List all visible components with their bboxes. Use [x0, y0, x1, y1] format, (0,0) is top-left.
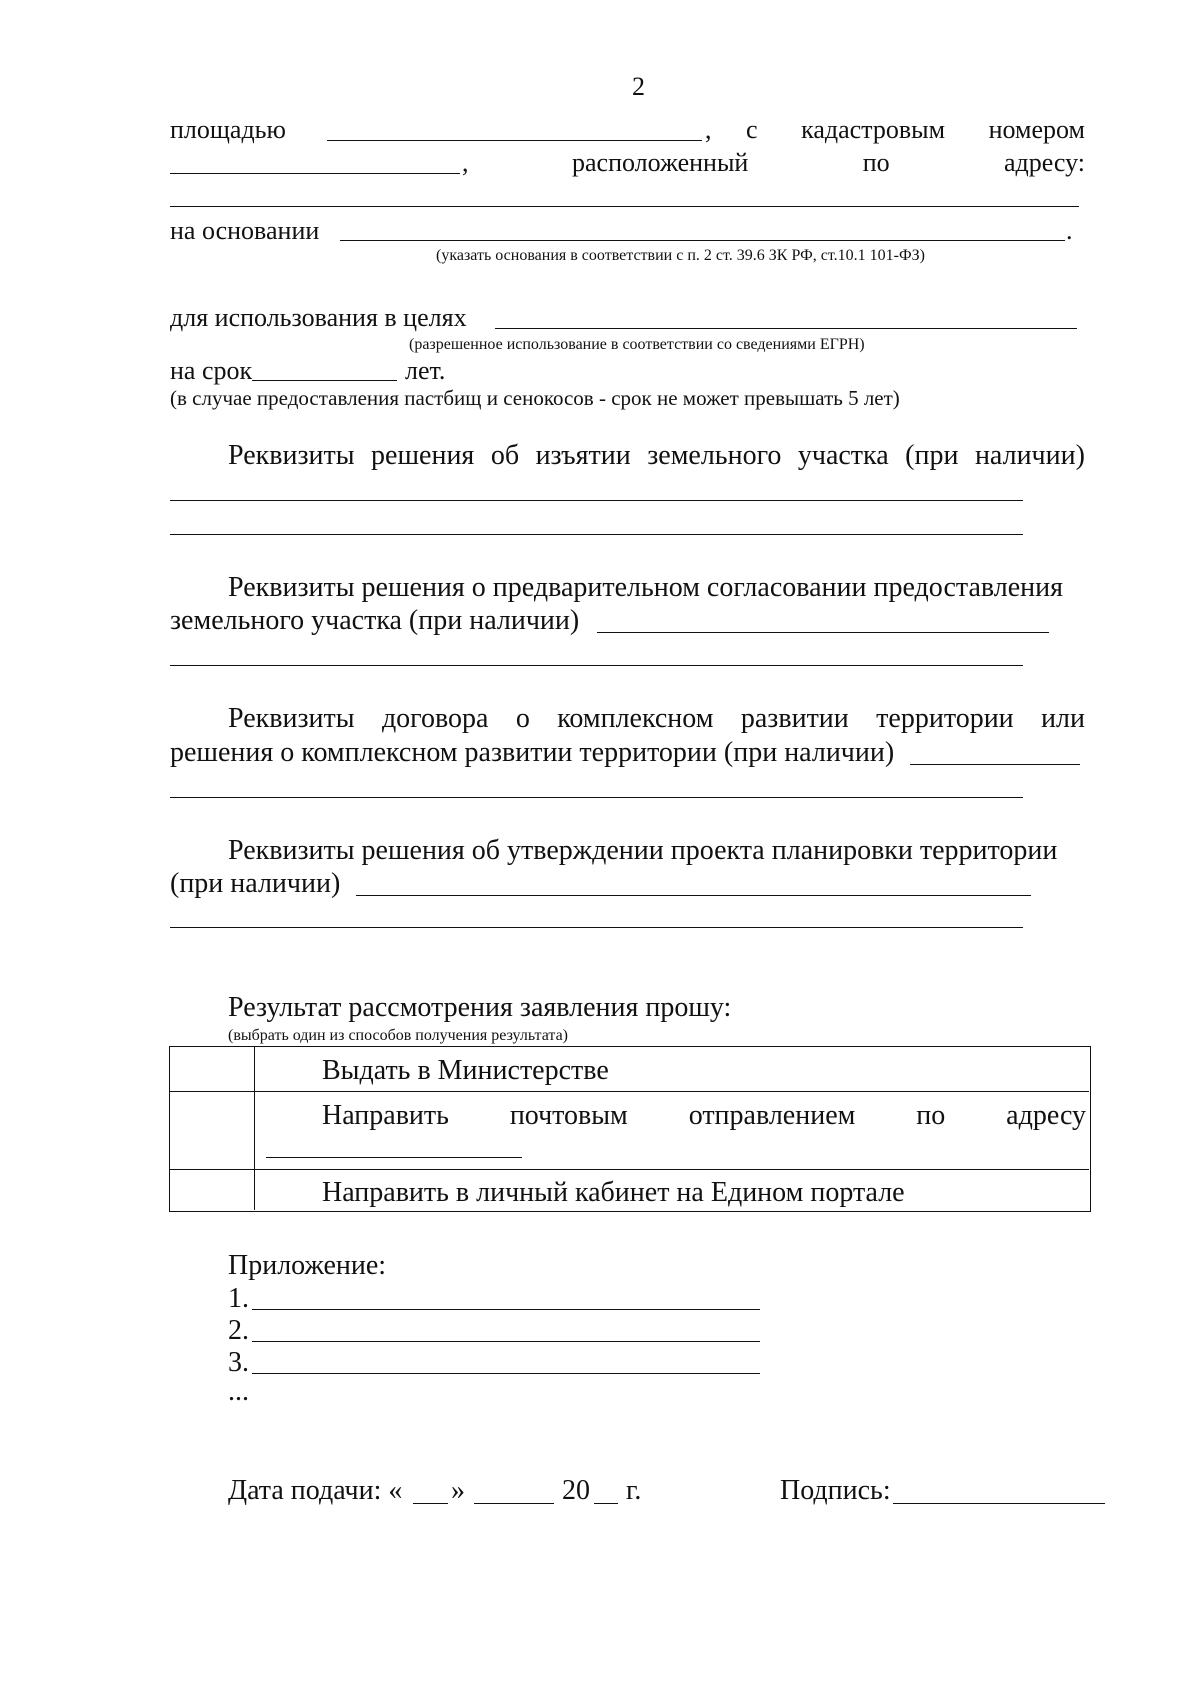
result-title: Результат рассмотрения заявления прошу: — [228, 992, 732, 1023]
date-day-blank[interactable] — [413, 1503, 448, 1504]
result-option-3-checkbox[interactable] — [170, 1171, 254, 1210]
complex-word-2: договора — [381, 703, 489, 734]
date-year-prefix: 20 — [562, 1475, 590, 1506]
basis-label: на основании — [170, 216, 320, 245]
seizure-heading — [228, 440, 1085, 472]
area-blank[interactable] — [327, 140, 702, 141]
complex-word-7: или — [1041, 703, 1085, 734]
address-words — [572, 148, 1085, 178]
result-option-2-label — [322, 1100, 1086, 1132]
seizure-word-4: изъятии — [535, 440, 631, 471]
basis-note: (указать основания в соответствии с п. 2 ст. 39.6 ЗК РФ, ст.10.1 101-ФЗ) — [436, 247, 925, 264]
date-month-blank[interactable] — [474, 1503, 554, 1504]
result-option-1-checkbox[interactable] — [170, 1047, 254, 1091]
complex-word-3: о — [515, 703, 530, 734]
term-blank[interactable] — [252, 380, 397, 381]
complex-blank-2[interactable] — [170, 797, 1023, 798]
area-comma: , — [705, 115, 712, 144]
basis-blank[interactable] — [340, 240, 1065, 241]
seizure-word-7: (при — [905, 440, 959, 471]
planning-heading: Реквизиты решения об утверждении проекта планировки территории — [228, 835, 1058, 866]
preliminary-heading-cont: земельного участка (при наличии) — [170, 605, 580, 636]
signature-blank[interactable] — [893, 1503, 1105, 1504]
preliminary-blank-1[interactable] — [597, 632, 1049, 633]
result-option-3-label: Направить в личный кабинет на Едином портале — [322, 1177, 905, 1208]
complex-heading-cont: решения о комплексном развитии территории (при наличии) — [170, 737, 895, 768]
mail-word-5: адресу — [1006, 1100, 1086, 1131]
complex-blank-1[interactable] — [910, 764, 1080, 765]
cadastral-words — [746, 115, 1085, 145]
cadastral-word-with: с — [746, 115, 758, 144]
purpose-blank[interactable] — [495, 328, 1077, 329]
mail-word-4: по — [916, 1100, 946, 1131]
result-options-table — [169, 1046, 1091, 1212]
date-year-suffix: г. — [626, 1475, 642, 1506]
area-label: площадью — [170, 115, 286, 144]
address-blank[interactable] — [170, 206, 1079, 207]
attachment-item-3-number: 3. — [228, 1347, 249, 1378]
date-close-quote: » — [451, 1475, 465, 1506]
attachment-item-2-blank[interactable] — [252, 1341, 760, 1342]
term-label: на срок — [170, 356, 253, 385]
preliminary-heading: Реквизиты решения о предварительном согласовании предоставления — [228, 572, 1063, 603]
attachment-item-1-number: 1. — [228, 1283, 249, 1314]
seizure-word-5: земельного — [647, 440, 782, 471]
mail-word-2: почтовым — [509, 1100, 628, 1131]
complex-word-5: развитии — [740, 703, 849, 734]
mail-word-1: Направить — [322, 1100, 449, 1131]
complex-word-6: территории — [876, 703, 1014, 734]
attachments-title: Приложение: — [228, 1250, 387, 1281]
seizure-word-6: участка — [797, 440, 889, 471]
seizure-blank-2[interactable] — [170, 534, 1023, 535]
mail-address-blank[interactable] — [266, 1157, 522, 1158]
complex-heading — [228, 703, 1085, 735]
seizure-word-8: наличии) — [974, 440, 1085, 471]
planning-blank-1[interactable] — [356, 895, 1031, 896]
result-option-2-checkbox[interactable] — [170, 1093, 254, 1169]
basis-end-dot: . — [1066, 216, 1073, 245]
seizure-word-3: об — [490, 440, 520, 471]
result-row-separator-2 — [170, 1169, 1089, 1170]
preliminary-blank-2[interactable] — [170, 665, 1023, 666]
planning-blank-2[interactable] — [170, 927, 1023, 928]
result-note: (выбрать один из способов получения результата) — [228, 1027, 569, 1044]
address-word-address: адресу: — [1003, 148, 1085, 177]
attachment-item-1-blank[interactable] — [252, 1309, 760, 1310]
date-label: Дата подачи: « — [228, 1475, 403, 1506]
mail-word-3: отправлением — [688, 1100, 856, 1131]
seizure-word-1: Реквизиты — [228, 440, 355, 471]
signature-label: Подпись: — [780, 1475, 891, 1506]
cadastral-word-number: номером — [988, 115, 1085, 144]
term-note: (в случае предоставления пастбищ и сенокосов - срок не может превышать 5 лет) — [170, 386, 900, 410]
attachment-item-2-number: 2. — [228, 1315, 249, 1346]
purpose-note: (разрешенное использование в соответствии со сведениями ЕГРН) — [409, 336, 865, 353]
result-option-1-label: Выдать в Министерстве — [322, 1055, 609, 1086]
address-word-at: по — [862, 148, 890, 177]
date-year-blank[interactable] — [594, 1503, 618, 1504]
attachments-ellipsis: ... — [228, 1376, 249, 1407]
complex-word-1: Реквизиты — [228, 703, 355, 734]
complex-word-4: комплексном — [557, 703, 714, 734]
cadastral-number-blank[interactable] — [170, 173, 460, 174]
page-number: 2 — [632, 72, 645, 101]
seizure-blank-1[interactable] — [170, 500, 1023, 501]
cadastral-word-cadastral: кадастровым — [801, 115, 946, 144]
attachment-item-3-blank[interactable] — [252, 1373, 760, 1374]
result-row-separator-1 — [170, 1091, 1089, 1092]
purpose-label: для использования в целях — [170, 303, 467, 332]
term-suffix: лет. — [405, 356, 446, 385]
seizure-word-2: решения — [371, 440, 475, 471]
planning-heading-cont: (при наличии) — [170, 868, 341, 899]
cadastral-comma: , — [462, 148, 469, 177]
address-word-located: расположенный — [572, 148, 749, 177]
